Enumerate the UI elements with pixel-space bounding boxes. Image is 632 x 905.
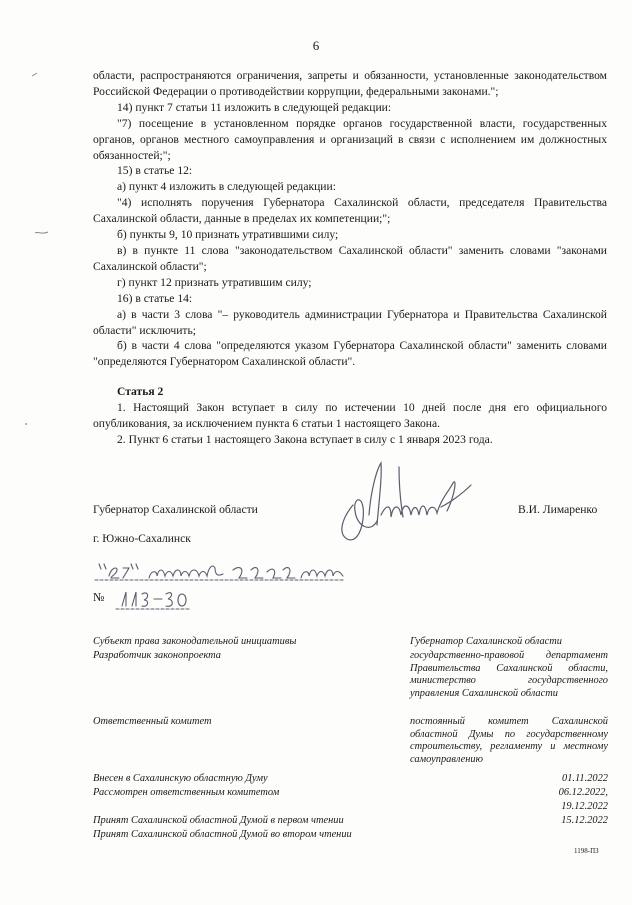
scan-mark [22,420,30,428]
meta-label: Принят Сахалинской областной Думой в первом чтении [93,815,344,826]
paragraph: б) в части 4 слова "определяются указом Губернатора Сахалинской области" заменить словами "определяются Губернатором Сахалинской области". [93,339,607,369]
signatory-name: В.И. Лимаренко [518,503,598,516]
number-label: № [93,590,105,604]
city: г. Южно-Сахалинск [93,532,191,545]
paragraph: области, распространяются ограничения, запреты и обязанности, установленные законодательством Российской Федерации о противодействии коррупции, федеральными законами."; [93,69,607,98]
meta-value: государственно-правовой департамент Правительства Сахалинской области, министерство государственного управления Сахалинской области [410,650,608,699]
scan-mark [30,70,40,80]
meta-value: Губернатор Сахалинской области [410,636,562,647]
scan-mark [34,228,50,238]
meta-label: Ответственный комитет [93,716,212,727]
meta-date: 15.12.2022 [561,815,608,826]
meta-date: 06.12.2022, [558,787,608,798]
paragraph: в) в пункте 11 слова "законодательством Сахалинской области" заменить словами "законами Сахалинской области"; [93,243,607,273]
page-number: 6 [312,38,320,53]
meta-value: постоянный комитет Сахалинской областной Думы по государственному строительству, регламенту и местному самоуправлению [410,716,608,765]
paragraph: г) пункт 12 признать утратившим силу; [117,275,312,289]
paragraph: 16) в статье 14: [117,291,193,305]
paragraph: а) пункт 4 изложить в следующей редакции: [117,180,336,194]
handwritten-date [93,556,353,588]
meta-date: 19.12.2022 [561,801,608,812]
signatory-title: Губернатор Сахалинской области [93,503,258,516]
law-text [93,68,607,448]
paragraph: 14) пункт 7 статьи 11 изложить в следующей редакции: [117,100,392,114]
meta-label: Принят Сахалинской областной Думой во втором чтении [93,829,352,840]
paragraph: 2. Пункт 6 статьи 1 настоящего Закона вступает в силу с 1 января 2023 года. [117,432,493,446]
document-code: 1198-ПЗ [574,847,599,855]
paragraph: а) в части 3 слова "– руководитель администрации Губернатора и Правительства Сахалинской области" исключить; [93,307,607,337]
paragraph: "7) посещение в установленном порядке органов государственной власти, государственных органов, органов местного самоуправления и организаций в связи с исполнением им должностных обязанностей;"; [93,116,607,162]
meta-date: 01.11.2022 [562,773,608,784]
article-heading: Статья 2 [117,385,164,399]
paragraph: б) пункты 9, 10 признать утратившими силу; [117,228,339,242]
meta-label: Рассмотрен ответственным комитетом [93,787,280,798]
handwritten-number [114,586,194,612]
paragraph: "4) исполнять поручения Губернатора Сахалинской области, председателя Правительства Сахалинской области, данные в пределах их компетенции;"; [93,196,607,226]
paragraph: 1. Настоящий Закон вступает в силу по истечении 10 дней после дня его официального опубликования, за исключением пункта 6 статьи 1 настоящего Закона. [93,401,607,431]
meta-label: Субъект права законодательной инициативы [93,636,297,647]
handwritten-signature [325,455,495,550]
meta-label: Внесен в Сахалинскую областную Думу [93,773,268,784]
meta-label: Разработчик законопроекта [93,650,221,661]
paragraph: 15) в статье 12: [117,164,193,178]
